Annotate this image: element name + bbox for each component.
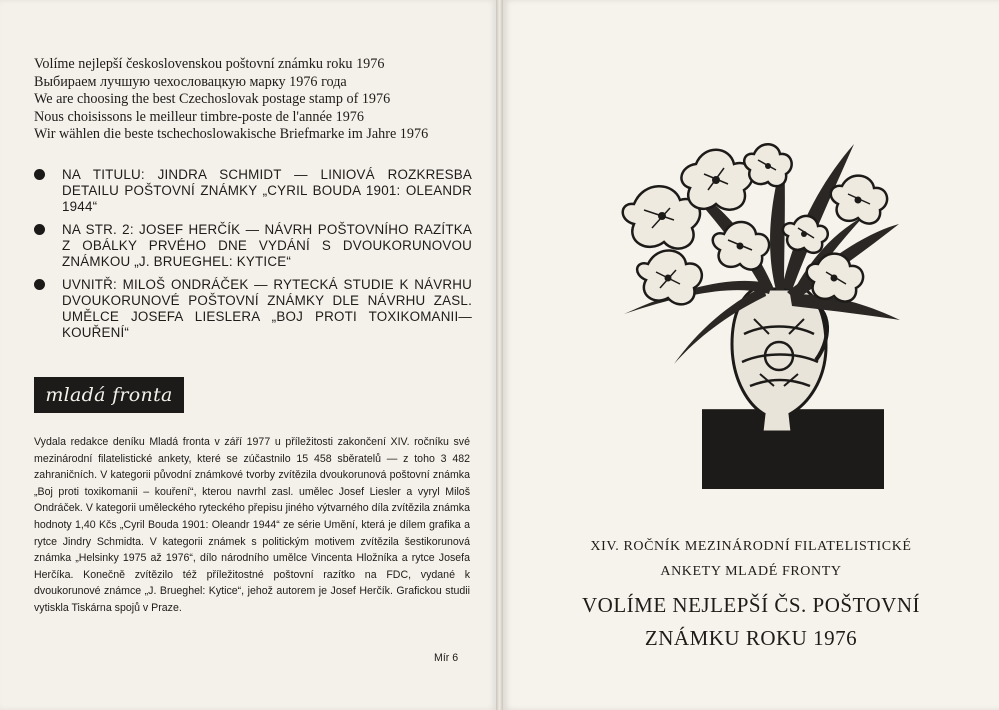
bullet-icon	[34, 224, 45, 235]
colophon-text: Vydala redakce deníku Mladá fronta v září 1977 u příležitosti zakončení XIV. ročníku své mezinárodní filatelistické ankety, které se zúčastnilo 15 458 sběratelů — z toho 3 482 zahraničních. V kategorii původní známkové tvorby zvítězila dvoukorunová poštovní známka „Boj proti toxikomanii – kouření“, kterou navrhl zasl. umělec Josef Liesler a vyryl Miloš Ondráček. V kategorii uměleckého ryteckého přepisu jiného výtvarného díla zvítězila známka hodnoty 1,40 Kčs „Cyril Bouda 1901: Oleandr 1944“ ze série Umění, která je dílem grafika a rytce Jindry Schmidta. V kategorii známek s politickým motivem zvítězila šestikorunová známka „Helsinky 1975 až 1976“, dílo národního umělce Vincenta Hložníka a rytce Josefa Herčíka. Konečně zvítězilo též příležitostné poštovní razítko na FDC, vydané k dvoukorunové známce „J. Brueghel: Kytice“, jehož autorem je Josef Herčík. Grafickou studii vytiskla Tiskárna spojů v Praze.	[34, 436, 470, 614]
credit-item	[34, 222, 472, 270]
multilingual-headings	[34, 56, 470, 144]
bullet-icon	[34, 279, 45, 290]
cover-title-line1: VOLÍME NEJLEPŠÍ ČS. POŠTOVNÍ	[582, 593, 920, 617]
illustration-credits	[34, 167, 472, 348]
cover-subtitle-line1: XIV. ROČNÍK MEZINÁRODNÍ FILATELISTICKÉ	[590, 539, 912, 554]
credit-item	[34, 277, 472, 341]
oleander-vase-engraving	[604, 124, 904, 494]
printer-mark: Mír 6	[434, 652, 459, 664]
heading-russian: Выбираем лучшую чехословацкую марку 1976 года	[34, 73, 347, 90]
credit-text: NA TITULU: JINDRA SCHMIDT — LINIOVÁ ROZKRESBA DETAILU POŠTOVNÍ ZNÁMKY „CYRIL BOUDA 1901: OLEANDR 1944“	[62, 167, 472, 214]
cover-title-line2: ZNÁMKU ROKU 1976	[644, 626, 858, 650]
cover-subtitle-line2: ANKETY MLADÉ FRONTY	[660, 564, 842, 579]
heading-czech: Volíme nejlepší československou poštovní známku roku 1976	[34, 56, 385, 72]
heading-german: Wir wählen die beste tschechoslowakische Briefmarke im Jahre 1976	[34, 126, 429, 142]
page-fold	[496, 0, 503, 710]
credit-text: UVNITŘ: MILOŠ ONDRÁČEK — RYTECKÁ STUDIE K NÁVRHU DVOUKORUNOVÉ POŠTOVNÍ ZNÁMKY DLE NÁVRHU ZASL. UMĚLCE JOSEFA LIESLERA „BOJ PROTI TOXIKOMANII—KOUŘENÍ“	[62, 277, 472, 340]
bullet-icon	[34, 169, 45, 180]
credit-text: NA STR. 2: JOSEF HERČÍK — NÁVRH POŠTOVNÍHO RAZÍTKA Z OBÁLKY PRVÉHO DNE VYDÁNÍ S DVOUKORUNOVOU ZNÁMKOU „J. BRUEGHEL: KYTICE“	[62, 222, 472, 269]
mlada-fronta-logo: mladá fronta	[34, 377, 184, 413]
heading-french: Nous choisissons le meilleur timbre-poste de l'année 1976	[34, 108, 364, 125]
credit-item	[34, 167, 472, 215]
pedestal	[702, 409, 884, 489]
heading-english: We are choosing the best Czechoslovak postage stamp of 1976	[34, 91, 391, 107]
